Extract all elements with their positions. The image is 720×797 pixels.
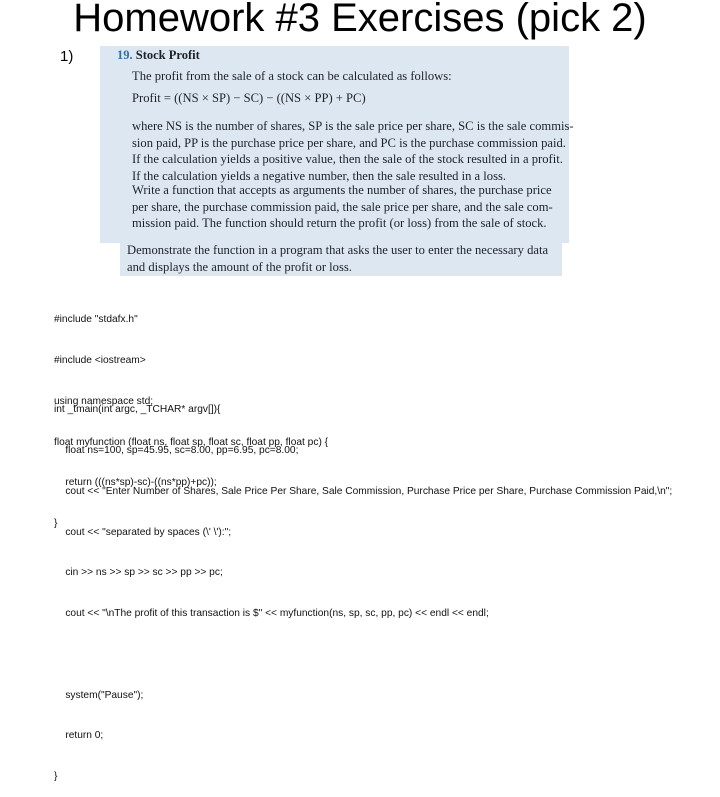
text-line: and displays the amount of the profit or loss. — [127, 259, 352, 274]
code-line: cout << "separated by spaces (\' \'):"; — [54, 526, 232, 538]
code-line: return 0; — [54, 730, 104, 742]
text-line: Demonstrate the function in a program that asks the user to enter the necessary data — [127, 243, 549, 257]
text-line: Write a function that accepts as arguments the number of shares, the purchase price — [132, 183, 552, 197]
code-line: #include "stdafx.h" — [54, 314, 138, 326]
code-line: system("Pause"); — [54, 689, 144, 701]
code-line: float ns=100, sp=45.95, sc=8.00, pp=6.95, pc=8.00; — [54, 444, 299, 456]
code-line: using namespace std; — [54, 395, 154, 407]
slide-title: Homework #3 Exercises (pick 2) — [73, 0, 647, 40]
write-paragraph — [132, 182, 553, 232]
exercise-number: 19. — [117, 48, 133, 62]
demonstrate-scan — [120, 240, 562, 276]
code-line: } — [54, 771, 58, 783]
exercise-name: Stock Profit — [135, 48, 200, 62]
code-block-main — [54, 376, 672, 797]
code-line: return (((ns*sp)-sc)-((ns*pp)+pc)); — [54, 477, 217, 489]
item-number: 1) — [60, 48, 74, 65]
demonstrate-paragraph — [127, 242, 548, 275]
code-line: cout << "\nThe profit of this transaction is $" << myfunction(ns, sp, sc, pp, pc) << endl << endl; — [54, 608, 489, 620]
code-line: } — [54, 518, 58, 530]
text-line: where NS is the number of shares, SP is the sale price per share, SC is the sale commis- — [132, 119, 574, 133]
text-line: mission paid. The function should return the profit (or loss) from the sale of stock. — [132, 216, 547, 230]
code-line — [54, 648, 672, 662]
code-line: cout << "Enter Number of Shares, Sale Price Per Share, Sale Commission, Purchase Price per Share, Purchase Commission Paid,\n"; — [54, 485, 673, 497]
text-line: per share, the purchase commission paid, the sale price per share, and the sale com- — [132, 199, 553, 214]
code-line: #include <iostream> — [54, 354, 146, 366]
code-line: float myfunction (float ns, float sp, float sc, float pp, float pc) { — [54, 436, 329, 448]
exercise-scan — [100, 46, 574, 243]
exercise-heading — [117, 48, 200, 63]
text-line: If the calculation yields a positive value, then the sale of the stock resulted in a profit. — [132, 152, 563, 166]
text-line: sion paid, PP is the purchase price per share, and PC is the purchase commission paid. — [132, 135, 566, 150]
profit-formula: Profit = ((NS × SP) − SC) − ((NS × PP) + PC) — [132, 91, 366, 105]
where-paragraph — [132, 118, 574, 184]
text-line: If the calculation yields a negative number, then the sale resulted in a loss. — [132, 168, 507, 183]
code-line: cin >> ns >> sp >> sc >> pp >> pc; — [54, 567, 223, 579]
code-line: int _tmain(int argc, _TCHAR* argv[]){ — [54, 404, 221, 416]
exercise-intro: The profit from the sale of a stock can be calculated as follows: — [132, 69, 452, 83]
